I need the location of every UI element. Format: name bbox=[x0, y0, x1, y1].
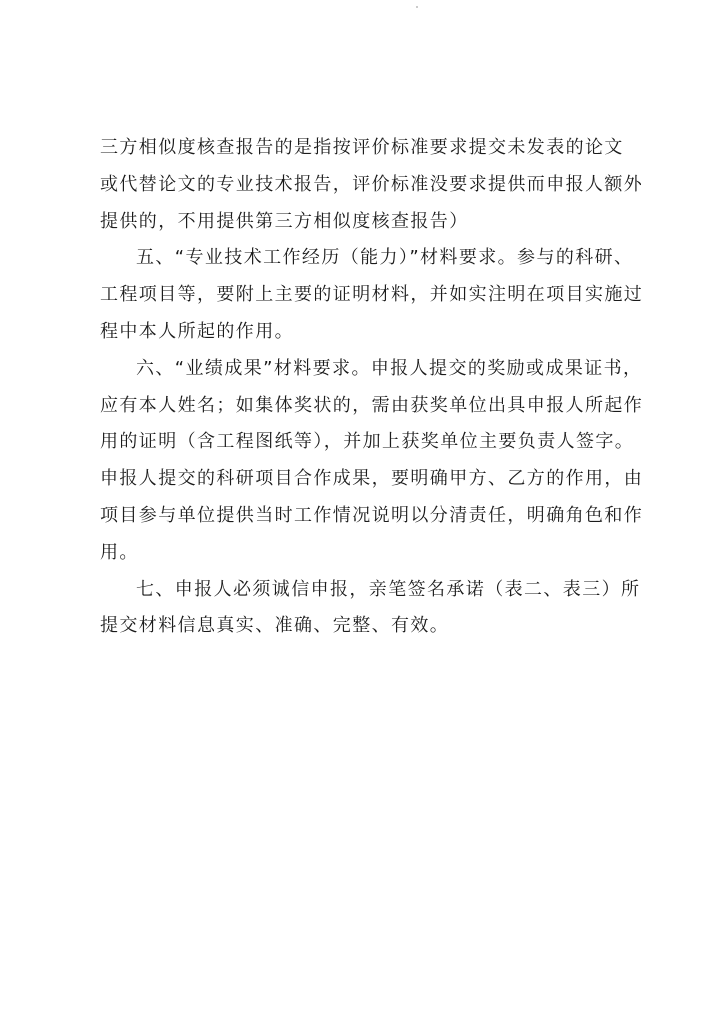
paragraph-line: 工程项目等，要附上主要的证明材料，并如实注明在项目实施过 bbox=[100, 284, 644, 306]
paragraph-line: 或代替论文的专业技术报告，评价标准没要求提供而申报人额外 bbox=[100, 173, 644, 195]
paragraph-line: 提供的，不用提供第三方相似度核查报告） bbox=[100, 210, 469, 232]
paragraph-line: 用的证明（含工程图纸等），并加上获奖单位主要负责人签字。 bbox=[100, 431, 635, 453]
document-body bbox=[100, 130, 660, 645]
paragraph-line: 用。 bbox=[100, 541, 139, 563]
paragraph-line: 提交材料信息真实、准确、完整、有效。 bbox=[100, 615, 450, 637]
paragraph-line: 申报人提交的科研项目合作成果，要明确甲方、乙方的作用，由 bbox=[100, 468, 644, 490]
scan-speck bbox=[416, 6, 418, 8]
paragraph-line: 程中本人所起的作用。 bbox=[100, 320, 294, 342]
section-seven-heading-line: 七、申报人必须诚信申报，亲笔签名承诺（表二、表三）所 bbox=[136, 578, 641, 600]
section-six-heading-line: 六、“业绩成果”材料要求。申报人提交的奖励或成果证书， bbox=[136, 357, 643, 379]
paragraph-line: 应有本人姓名；如集体奖状的，需由获奖单位出具申报人所起作 bbox=[100, 394, 644, 416]
paragraph-line: 项目参与单位提供当时工作情况说明以分清责任，明确角色和作 bbox=[100, 504, 644, 526]
paragraph-line: 三方相似度核查报告的是指按评价标准要求提交未发表的论文 bbox=[100, 137, 624, 158]
section-five-heading-line: 五、“专业技术工作经历（能力）”材料要求。参与的科研、 bbox=[136, 247, 634, 269]
